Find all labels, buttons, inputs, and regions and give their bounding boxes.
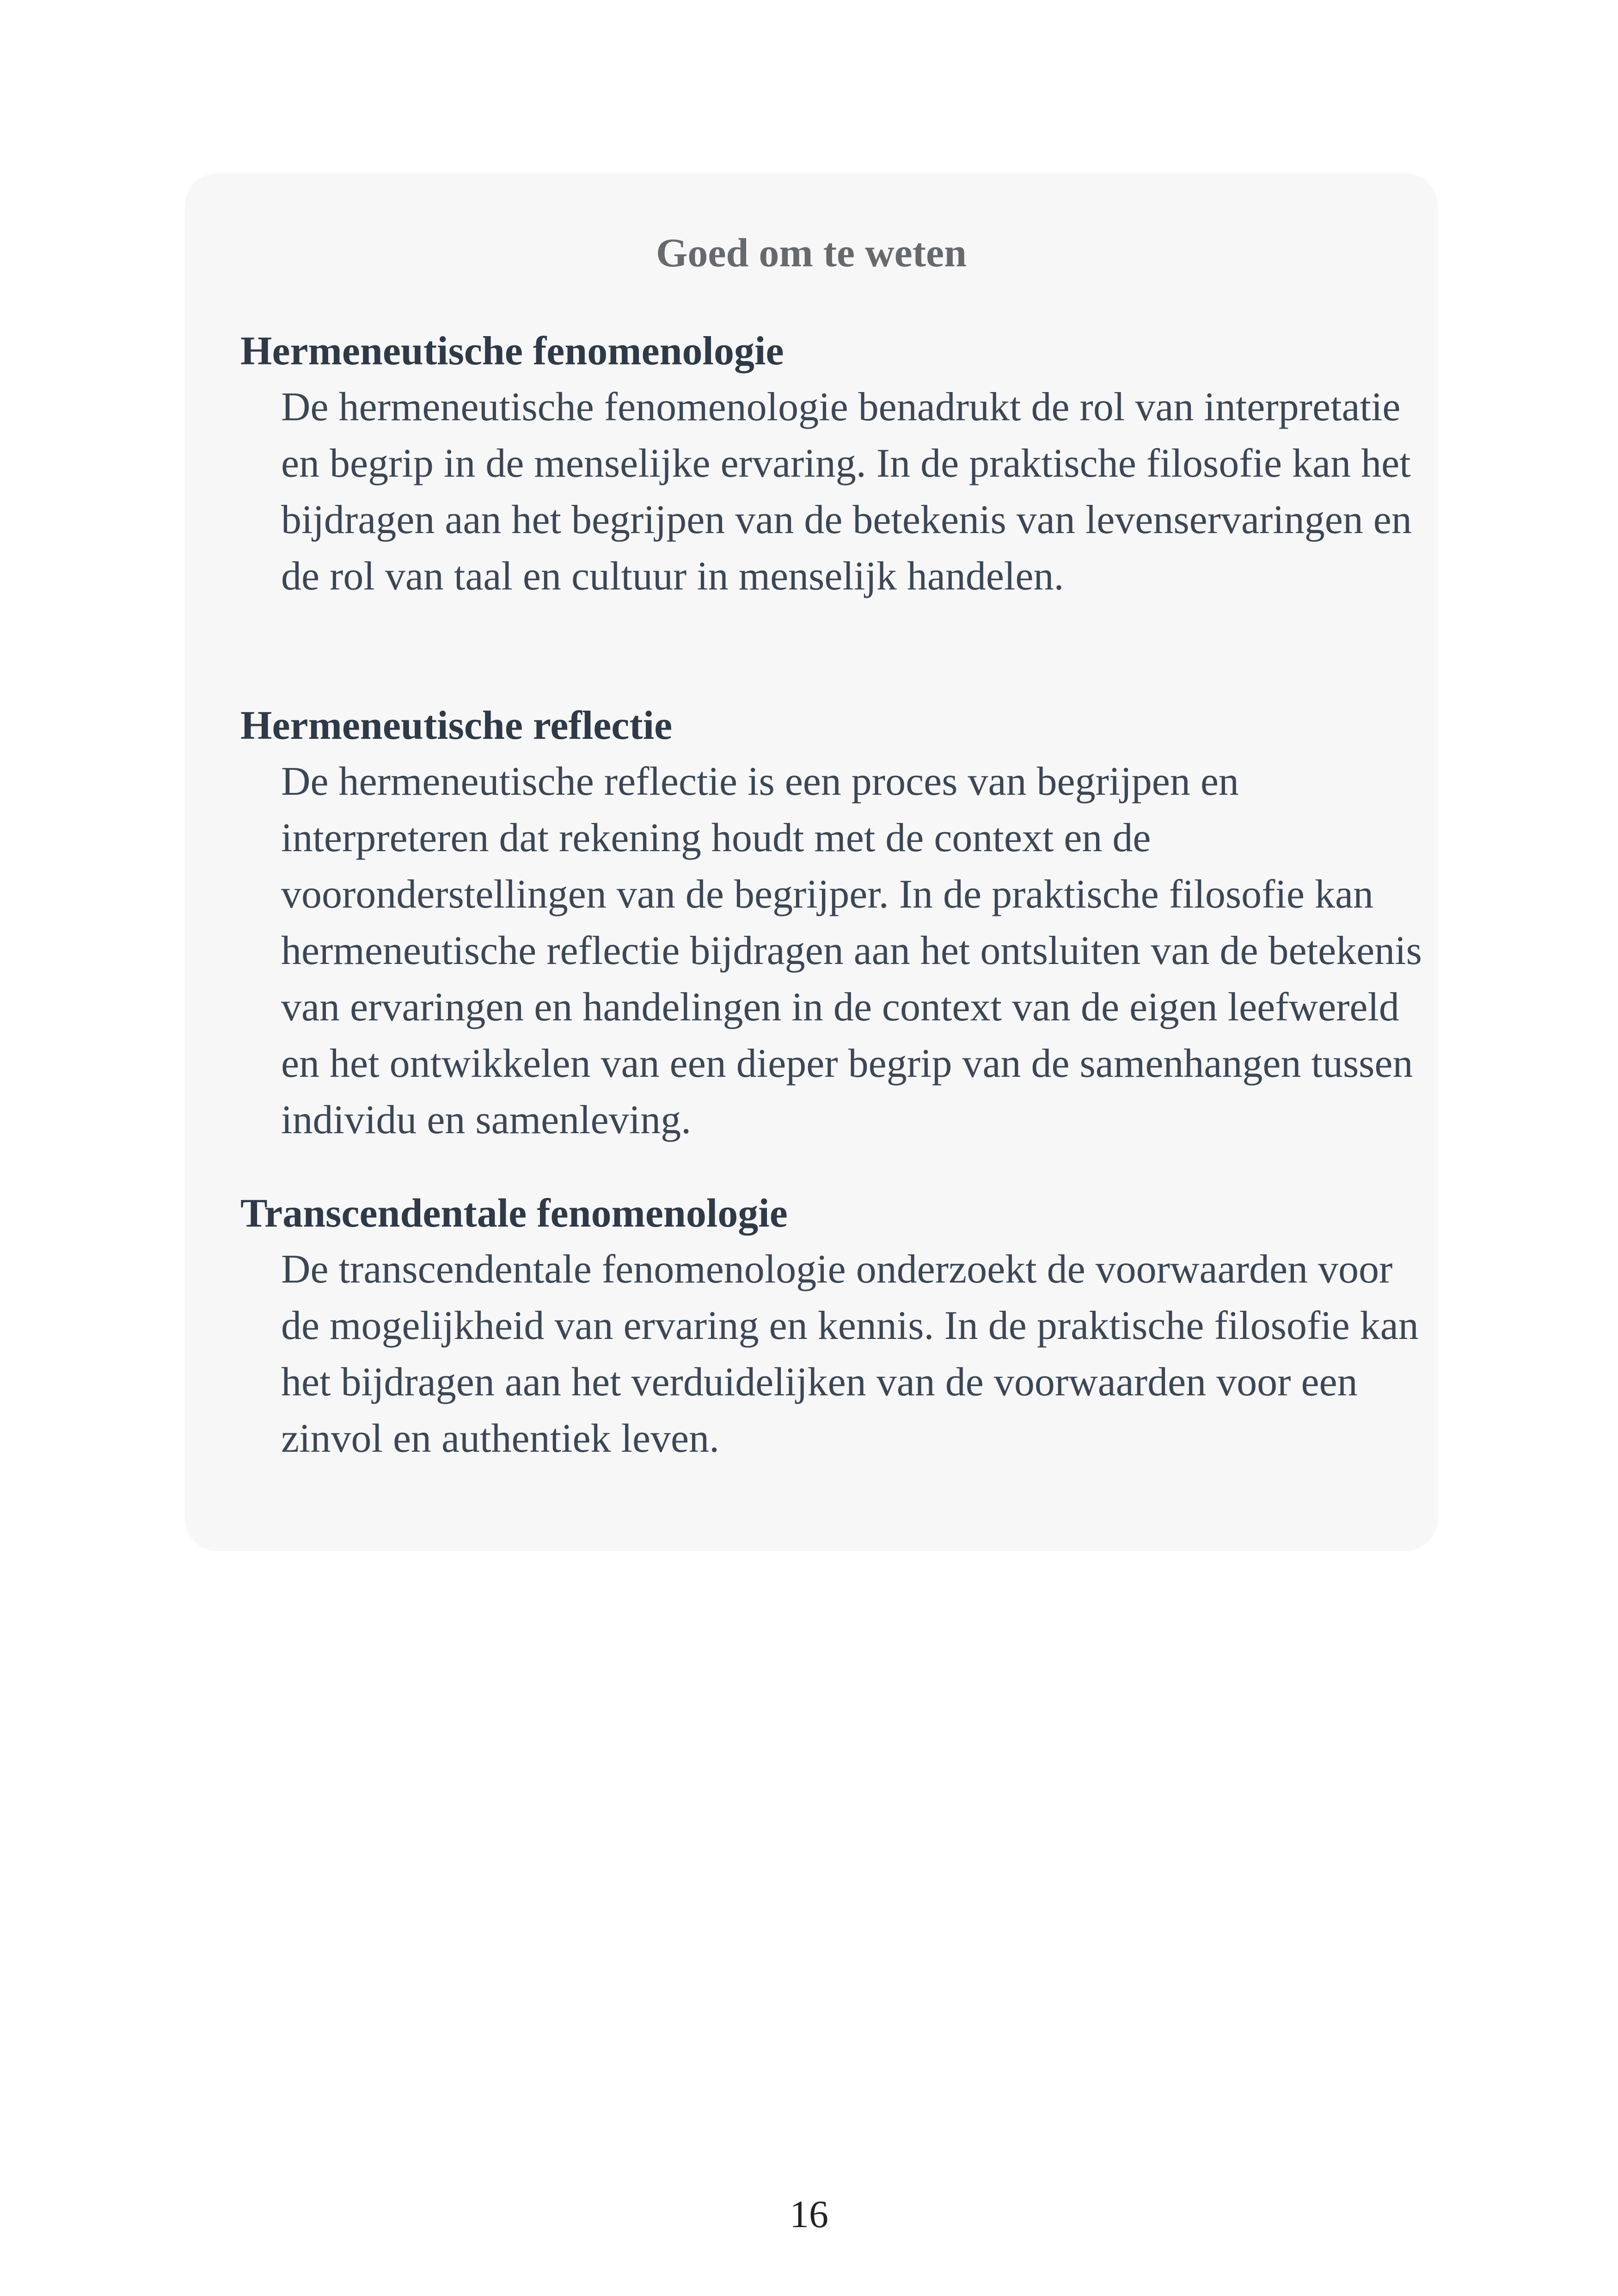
definition-hermeneutische-reflectie: De hermeneutische reflectie is een proces van begrijpen en interpreteren dat rekening houdt met de context en de vooronderstellingen van de begrijper. In de praktische filosofie kan hermeneutische reflectie bijdragen aan het ontsluiten van de betekenis van ervaringen en handelingen in de context van de eigen leefwereld en het ontwikkelen van een dieper begrip van de samenhangen tussen individu en samenleving. [281,759,1422,1142]
term-hermeneutische-fenomenologie: Hermeneutische fenomenologie [240,329,784,374]
definition-hermeneutische-fenomenologie: De hermeneutische fenomenologie benadrukt de rol van interpretatie en begrip in de menselijke ervaring. In de praktische filosofie kan het bijdragen aan het begrijpen van de betekenis van levenservaringen en de rol van taal en cultuur in menselijk handelen. [281,385,1412,599]
info-box-title: Goed om te weten [656,231,967,276]
term-hermeneutische-reflectie: Hermeneutische reflectie [240,703,673,748]
definition-transcendentale-fenomenologie: De transcendentale fenomenologie onderzoekt de voorwaarden voor de mogelijkheid van ervaring en kennis. In de praktische filosofie kan het bijdragen aan het verduidelijken van de voorwaarden voor een zinvol en authentiek leven. [281,1247,1419,1461]
page-number: 16 [790,2193,828,2236]
term-transcendentale-fenomenologie: Transcendentale fenomenologie [240,1191,788,1236]
